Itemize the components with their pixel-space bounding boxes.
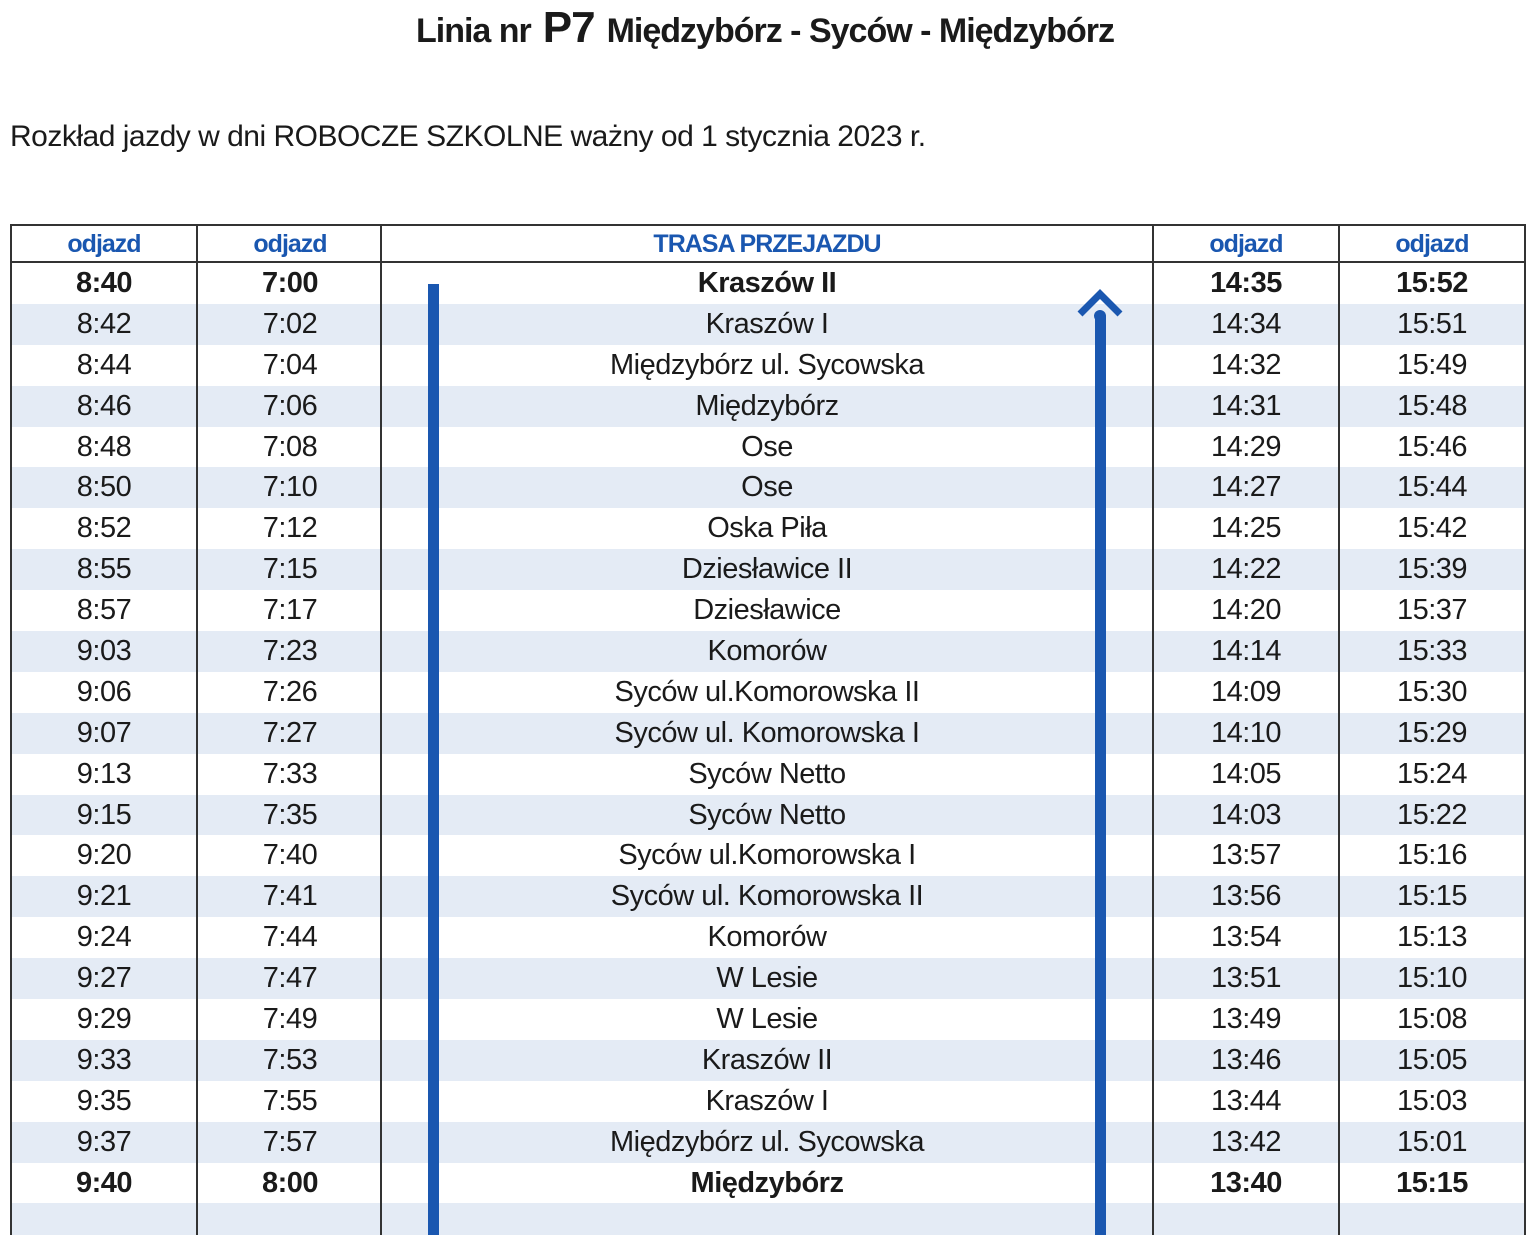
table-row	[12, 263, 1524, 304]
column-divider	[1152, 226, 1154, 1235]
table-row	[12, 958, 1524, 999]
table-row	[12, 835, 1524, 876]
departure-4-cell: 15:01	[1396, 1125, 1468, 1158]
departure-4-cell: 15:05	[1396, 1043, 1468, 1076]
stop-name-cell: Syców ul.Komorowska II	[614, 675, 920, 708]
departure-4-cell: 15:08	[1396, 1003, 1468, 1036]
table-row	[12, 1040, 1524, 1081]
column-divider	[1338, 226, 1340, 1235]
departure-2-cell: 7:49	[262, 1003, 318, 1036]
table-row	[12, 672, 1524, 713]
departure-3-cell: 14:22	[1210, 553, 1282, 586]
table-row	[12, 304, 1524, 345]
departure-1-cell: 8:57	[76, 594, 132, 627]
departure-3-cell: 14:09	[1210, 675, 1282, 708]
departure-2-cell: 7:26	[262, 675, 318, 708]
stop-name-cell: Komorów	[707, 635, 827, 668]
departure-4-cell: 15:15	[1396, 880, 1468, 913]
departure-1-cell: 9:29	[76, 1003, 132, 1036]
table-row	[12, 590, 1524, 631]
departure-3-cell	[1154, 1203, 1338, 1235]
header-departure-1: odjazd	[67, 230, 141, 258]
departure-4-cell: 15:15	[1396, 1166, 1468, 1199]
stop-name-cell: Międzybórz ul. Sycowska	[609, 1125, 925, 1158]
stop-name-cell: Międzybórz ul. Sycowska	[609, 348, 925, 381]
stop-name-cell: Syców ul. Komorowska I	[614, 716, 920, 749]
departure-1-cell: 9:33	[76, 1043, 132, 1076]
departure-4-cell: 15:13	[1396, 921, 1468, 954]
departure-4-cell: 15:24	[1396, 757, 1468, 790]
departure-3-cell: 14:10	[1210, 716, 1282, 749]
departure-4-cell: 15:33	[1396, 635, 1468, 668]
departure-3-cell: 14:05	[1210, 757, 1282, 790]
departure-1-cell: 9:24	[76, 921, 132, 954]
stop-name-cell: Dziesławice	[693, 594, 841, 627]
departure-2-cell: 7:47	[262, 962, 318, 995]
departure-2-cell: 7:41	[262, 880, 318, 913]
departure-4-cell: 15:48	[1396, 389, 1468, 422]
timetable	[10, 224, 1526, 1235]
departure-1-cell: 9:40	[75, 1166, 133, 1199]
departure-4-cell: 15:39	[1396, 553, 1468, 586]
table-row	[12, 917, 1524, 958]
table-row	[12, 508, 1524, 549]
departure-2-cell: 7:33	[262, 757, 318, 790]
departure-3-cell: 13:49	[1210, 1003, 1282, 1036]
table-row	[12, 795, 1524, 836]
departure-2-cell: 7:35	[262, 798, 318, 831]
table-row	[12, 1122, 1524, 1163]
table-row	[12, 754, 1524, 795]
departure-4-cell: 15:42	[1396, 512, 1468, 545]
departure-4-cell: 15:37	[1396, 594, 1468, 627]
departure-2-cell: 7:57	[262, 1125, 318, 1158]
stop-name-cell: Kraszów I	[705, 1084, 829, 1117]
stop-name-cell: Kraszów II	[701, 1043, 833, 1076]
departure-1-cell: 8:55	[76, 553, 132, 586]
departure-3-cell: 13:42	[1210, 1125, 1282, 1158]
departure-1-cell: 9:27	[76, 962, 132, 995]
route-name: Międzybórz - Syców - Międzybórz	[606, 12, 1114, 50]
departure-2-cell: 7:55	[262, 1084, 318, 1117]
table-row	[12, 1081, 1524, 1122]
stop-name-cell: Syców ul.Komorowska I	[618, 839, 916, 872]
departure-2-cell: 7:53	[262, 1043, 318, 1076]
departure-3-cell: 14:35	[1210, 267, 1282, 299]
departure-3-cell: 14:20	[1210, 594, 1282, 627]
departure-3-cell: 13:54	[1210, 921, 1282, 954]
departure-3-cell: 14:31	[1210, 389, 1282, 422]
departure-4-cell: 15:51	[1396, 307, 1468, 340]
departure-4-cell: 15:49	[1396, 348, 1468, 381]
schedule-subtitle: Rozkład jazdy w dni ROBOCZE SZKOLNE ważny od 1 stycznia 2023 r.	[10, 120, 926, 153]
stop-name-cell: W Lesie	[716, 962, 818, 995]
departure-1-cell: 9:37	[76, 1125, 132, 1158]
departure-2-cell: 7:23	[262, 635, 318, 668]
departure-4-cell: 15:52	[1396, 267, 1468, 299]
departure-4-cell: 15:30	[1396, 675, 1468, 708]
departure-4-cell: 15:44	[1396, 471, 1468, 504]
table-row	[12, 345, 1524, 386]
departure-4-cell	[1340, 1203, 1524, 1235]
departure-2-cell: 7:08	[262, 430, 318, 463]
stop-name-cell: Oska Piła	[707, 512, 827, 545]
departure-1-cell: 9:06	[76, 675, 132, 708]
stop-name-cell: Komorów	[707, 921, 827, 954]
departure-4-cell: 15:46	[1396, 430, 1468, 463]
page-title	[0, 0, 1530, 59]
column-divider	[380, 226, 382, 1235]
departure-4-cell: 15:29	[1396, 716, 1468, 749]
departure-1-cell: 8:48	[76, 430, 132, 463]
stop-name-cell	[382, 1203, 1152, 1235]
departure-2-cell: 7:02	[262, 307, 318, 340]
departure-1-cell: 8:40	[75, 267, 133, 299]
departure-4-cell: 15:22	[1396, 798, 1468, 831]
departure-1-cell: 9:35	[76, 1084, 132, 1117]
table-body	[12, 263, 1524, 1235]
departure-3-cell: 13:46	[1210, 1043, 1282, 1076]
header-route: TRASA PRZEJAZDU	[653, 230, 881, 258]
table-row	[12, 1163, 1524, 1204]
stop-name-cell: Międzybórz	[690, 1166, 844, 1199]
column-divider	[196, 226, 198, 1235]
departure-2-cell: 7:06	[262, 389, 318, 422]
departure-3-cell: 14:34	[1210, 307, 1282, 340]
departure-3-cell: 14:25	[1210, 512, 1282, 545]
departure-3-cell: 14:14	[1210, 635, 1282, 668]
departure-4-cell: 15:16	[1396, 839, 1468, 872]
up-arrow-icon	[1076, 284, 1124, 320]
departure-3-cell: 13:56	[1210, 880, 1282, 913]
departure-1-cell: 9:20	[76, 839, 132, 872]
stop-name-cell: Syców Netto	[688, 757, 846, 790]
header-departure-2: odjazd	[253, 230, 327, 258]
table-row	[12, 427, 1524, 468]
stop-name-cell: Ose	[741, 430, 793, 463]
departure-3-cell: 13:40	[1210, 1166, 1282, 1199]
stop-name-cell: Międzybórz	[695, 389, 839, 422]
departure-1-cell: 8:42	[76, 307, 132, 340]
stop-name-cell: Kraszów II	[697, 267, 837, 299]
departure-1-cell: 8:50	[76, 471, 132, 504]
departure-1-cell: 9:13	[76, 757, 132, 790]
departure-1-cell: 9:21	[76, 880, 132, 913]
departure-2-cell: 7:00	[261, 267, 319, 299]
departure-2-cell: 7:12	[262, 512, 318, 545]
vertical-line-icon	[428, 284, 439, 1235]
stop-name-cell: W Lesie	[716, 1003, 818, 1036]
table-row	[12, 549, 1524, 590]
departure-1-cell: 8:52	[76, 512, 132, 545]
departure-2-cell: 7:10	[262, 471, 318, 504]
table-row	[12, 386, 1524, 427]
departure-3-cell: 13:51	[1210, 962, 1282, 995]
departure-1-cell	[12, 1203, 196, 1235]
stop-name-cell: Syców ul. Komorowska II	[610, 880, 924, 913]
departure-2-cell: 7:27	[262, 716, 318, 749]
stop-name-cell: Syców Netto	[688, 798, 846, 831]
table-header	[12, 226, 1524, 263]
stop-name-cell: Ose	[741, 471, 793, 504]
departure-4-cell: 15:03	[1396, 1084, 1468, 1117]
departure-2-cell: 8:00	[261, 1166, 319, 1199]
departure-1-cell: 8:44	[76, 348, 132, 381]
departure-3-cell: 13:57	[1210, 839, 1282, 872]
line-number: P7	[542, 3, 595, 52]
departure-3-cell: 14:03	[1210, 798, 1282, 831]
departure-3-cell: 14:27	[1210, 471, 1282, 504]
departure-1-cell: 9:07	[76, 716, 132, 749]
departure-2-cell	[198, 1203, 382, 1235]
table-row	[12, 876, 1524, 917]
table-row	[12, 999, 1524, 1040]
header-departure-3: odjazd	[1209, 230, 1283, 258]
table-row	[12, 631, 1524, 672]
departure-4-cell: 15:10	[1396, 962, 1468, 995]
departure-2-cell: 7:17	[262, 594, 318, 627]
departure-1-cell: 8:46	[76, 389, 132, 422]
table-row	[12, 1203, 1524, 1235]
table-row	[12, 713, 1524, 754]
departure-2-cell: 7:40	[262, 839, 318, 872]
departure-1-cell: 9:03	[76, 635, 132, 668]
departure-2-cell: 7:15	[262, 553, 318, 586]
departure-1-cell: 9:15	[76, 798, 132, 831]
stop-name-cell: Kraszów I	[705, 307, 829, 340]
table-row	[12, 467, 1524, 508]
line-prefix: Linia nr	[415, 12, 531, 50]
departure-3-cell: 13:44	[1210, 1084, 1282, 1117]
up-arrow-line	[1095, 316, 1106, 1235]
departure-3-cell: 14:32	[1210, 348, 1282, 381]
departure-2-cell: 7:04	[262, 348, 318, 381]
header-departure-4: odjazd	[1395, 230, 1469, 258]
departure-3-cell: 14:29	[1210, 430, 1282, 463]
stop-name-cell: Dziesławice II	[681, 553, 853, 586]
departure-2-cell: 7:44	[262, 921, 318, 954]
